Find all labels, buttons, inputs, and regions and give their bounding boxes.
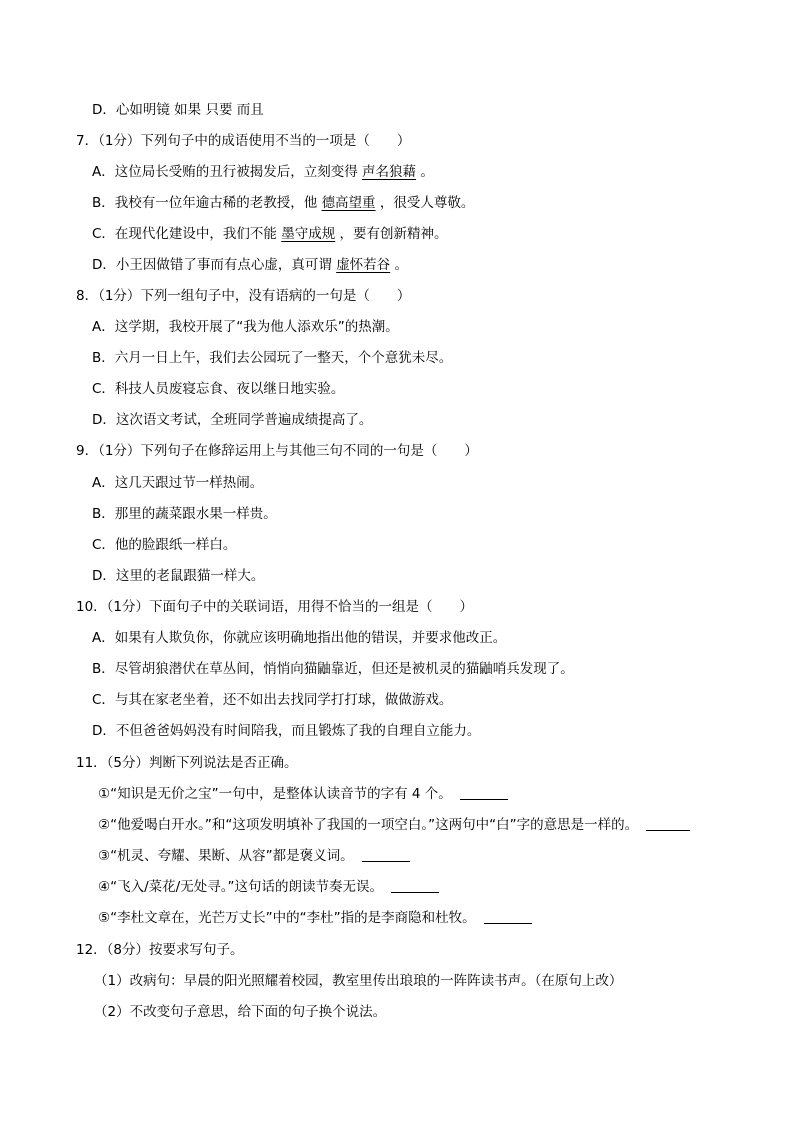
q11-item-5-text: “李杜文章在，光芒万丈长”中的“李杜”指的是李商隐和杜牧。 <box>110 910 476 926</box>
q11-item-2-num: ② <box>98 817 111 833</box>
q7-option-d-post: 。 <box>390 257 408 273</box>
q7-option-b-idiom: 德高望重 <box>321 195 376 211</box>
q10-stem: 10．（1分）下面句子中的关联词语，用得不恰当的一组是（ ） <box>76 599 474 615</box>
q11-item-1-answer-blank[interactable] <box>460 798 508 800</box>
q11-item-4-answer-blank[interactable] <box>391 891 439 893</box>
q11-item-4 <box>98 878 439 896</box>
q11-item-5-answer-blank[interactable] <box>484 922 532 924</box>
q12-stem: 12．（8分）按要求写句子。 <box>76 942 244 958</box>
q11-item-3 <box>98 847 410 865</box>
q10-option-a: A．如果有人欺负你，你就应该明确地指出他的错误，并要求他改正。 <box>92 630 507 646</box>
q11-item-2-answer-blank[interactable] <box>646 829 690 831</box>
q8-option-a: A．这学期，我校开展了“我为他人添欢乐”的热潮。 <box>92 319 399 335</box>
q12-sub-2: （2）不改变句子意思，给下面的句子换个说法。 <box>94 1004 387 1020</box>
q7-option-a <box>92 163 434 181</box>
q7-option-d-idiom: 虚怀若谷 <box>336 257 391 273</box>
q8-stem: 8．（1分）下列一组句子中，没有语病的一句是（ ） <box>76 288 411 304</box>
q11-item-2 <box>98 816 690 834</box>
q7-option-c-idiom: 墨守成规 <box>281 226 336 242</box>
q7-option-a-post: 。 <box>416 164 434 180</box>
q11-item-2-text: “他爱喝白开水。”和“这项发明填补了我国的一项空白。”这两句中“白”字的意思是一样的。 <box>110 817 639 833</box>
q11-item-4-num: ④ <box>98 879 111 895</box>
q7-option-d <box>92 256 408 274</box>
q11-item-1-text: “知识是无价之宝”一句中，是整体认读音节的字有 4 个。 <box>110 786 452 802</box>
q12-sub-1: （1）改病句：早晨的阳光照耀着校园，教室里传出琅琅的一阵阵读书声。（在原句上改） <box>94 973 623 989</box>
q10-option-c: C．与其在家老坐着，还不如出去找同学打打球，做做游戏。 <box>92 692 453 708</box>
q10-option-b: B．尽管胡狼潜伏在草丛间，悄悄向猫鼬靠近，但还是被机灵的猫鼬哨兵发现了。 <box>92 661 574 677</box>
q6-option-d: D．心如明镜 如果 只要 而且 <box>92 102 264 118</box>
q7-option-d-pre: D．小王因做错了事而有点心虚，真可谓 <box>92 257 337 273</box>
q9-option-a: A．这几天跟过节一样热闹。 <box>92 475 264 491</box>
q11-item-5-num: ⑤ <box>98 910 111 926</box>
q7-option-b <box>92 194 474 212</box>
q11-stem: 11．（5分）判断下列说法是否正确。 <box>76 755 298 771</box>
q11-item-5 <box>98 909 532 927</box>
q11-item-3-answer-blank[interactable] <box>362 860 410 862</box>
q7-option-c <box>92 225 448 243</box>
q11-item-1 <box>98 785 508 803</box>
q11-item-3-text: “机灵、夸耀、果断、从容”都是褒义词。 <box>110 848 354 864</box>
q11-item-4-text: “飞入/菜花/无处寻。”这句话的朗读节奏无误。 <box>110 879 383 895</box>
q9-option-d: D．这里的老鼠跟猫一样大。 <box>92 568 265 584</box>
q9-stem: 9．（1分）下列句子在修辞运用上与其他三句不同的一句是（ ） <box>76 443 478 459</box>
q8-option-b: B．六月一日上午，我们去公园玩了一整天，个个意犹未尽。 <box>92 350 453 366</box>
q7-option-b-post: ，很受人尊敬。 <box>375 195 475 211</box>
q8-option-d: D．这次语文考试，全班同学普遍成绩提高了。 <box>92 412 373 428</box>
q11-item-3-num: ③ <box>98 848 111 864</box>
q7-stem: 7．（1分）下列句子中的成语使用不当的一项是（ ） <box>76 133 411 149</box>
q7-option-b-pre: B．我校有一位年逾古稀的老教授，他 <box>92 195 322 211</box>
q8-option-c: C．科技人员废寝忘食、夜以继日地实验。 <box>92 381 345 397</box>
q9-option-c: C．他的脸跟纸一样白。 <box>92 537 237 553</box>
q7-option-c-pre: C．在现代化建设中，我们不能 <box>92 226 282 242</box>
q7-option-a-idiom: 声名狼藉 <box>362 164 417 180</box>
q7-option-a-pre: A．这位局长受贿的丑行被揭发后，立刻变得 <box>92 164 363 180</box>
q9-option-b: B．那里的蔬菜跟水果一样贵。 <box>92 506 277 522</box>
q10-option-d: D．不但爸爸妈妈没有时间陪我，而且锻炼了我的自理自立能力。 <box>92 723 481 739</box>
q11-item-1-num: ① <box>98 786 111 802</box>
q7-option-c-post: ，要有创新精神。 <box>335 226 448 242</box>
